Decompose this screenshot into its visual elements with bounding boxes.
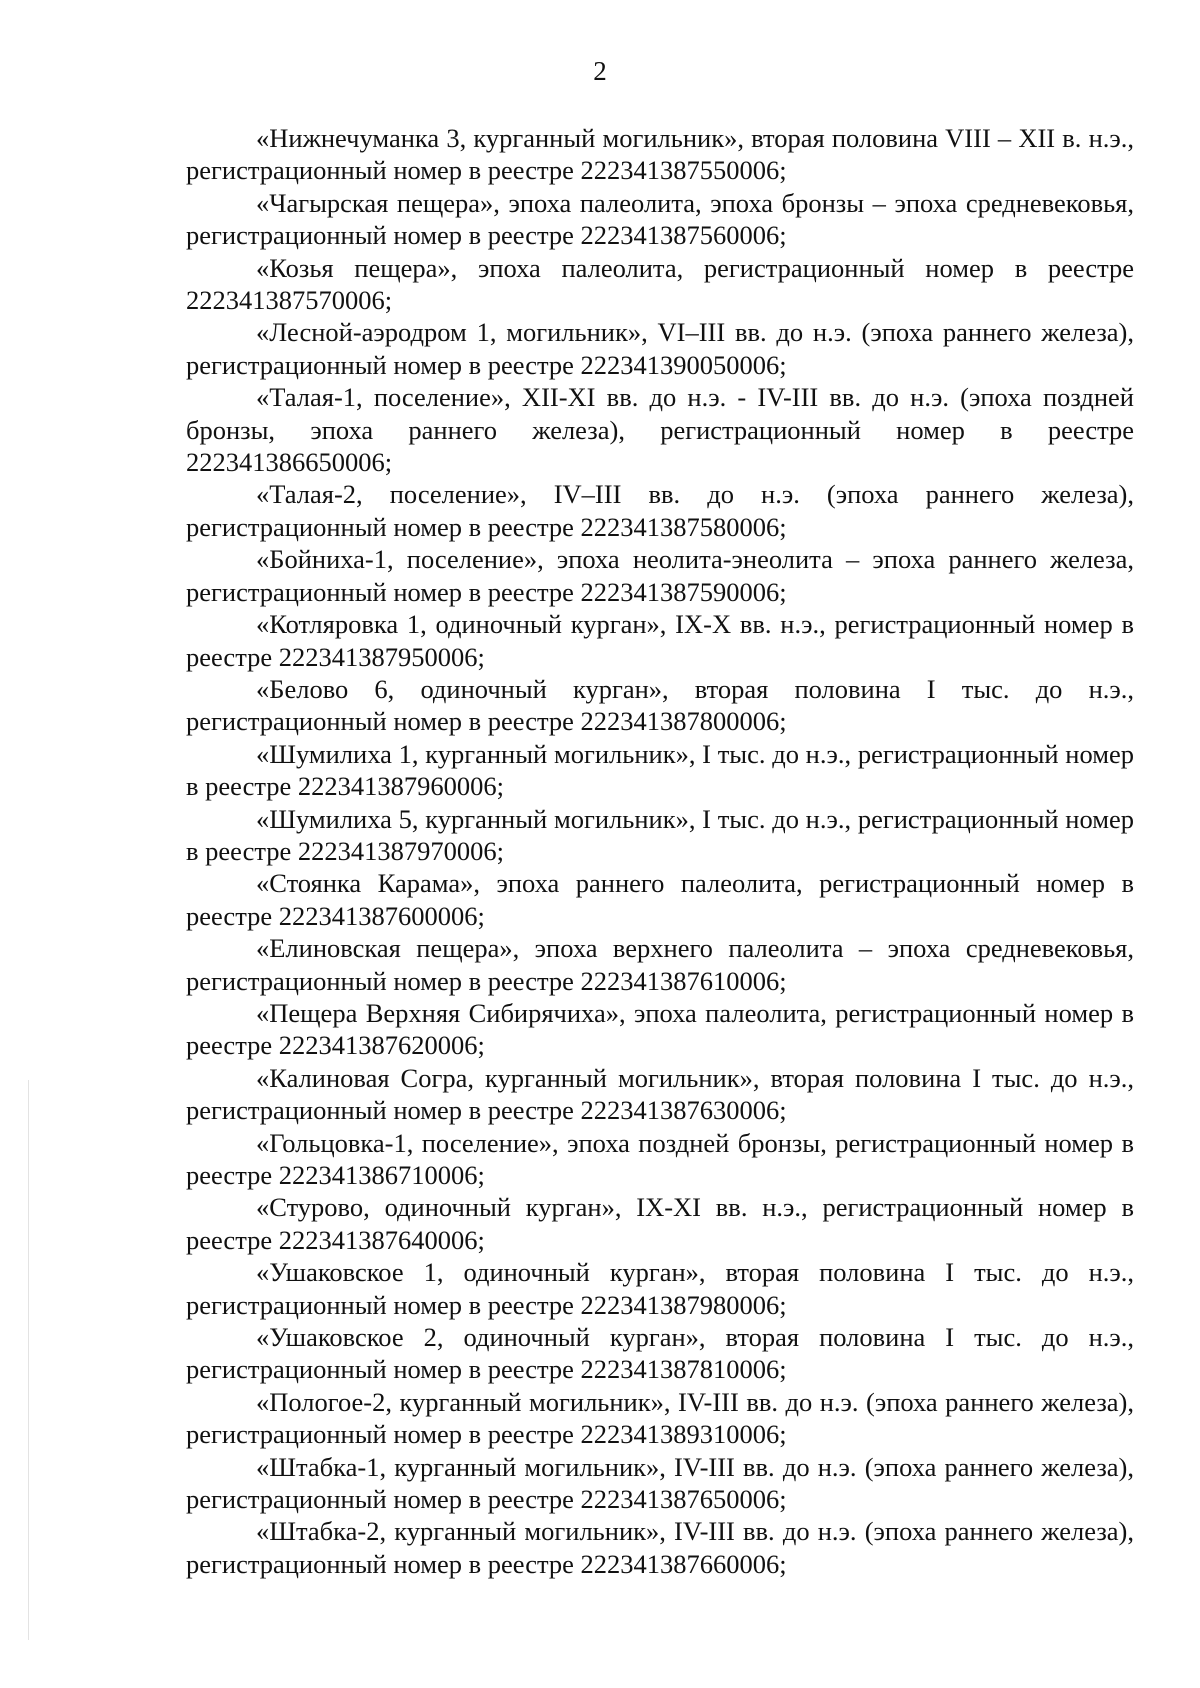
list-item: «Штабка-2, курганный могильник», IV-III вв. до н.э. (эпоха раннего железа), регистрационный номер в реестре 222341387660006; xyxy=(186,1516,1134,1579)
list-item: «Ушаковское 1, одиночный курган», вторая половина I тыс. до н.э., регистрационный номер в реестре 222341387980006; xyxy=(186,1257,1134,1320)
list-item: «Штабка-1, курганный могильник», IV-III вв. до н.э. (эпоха раннего железа), регистрационный номер в реестре 222341387650006; xyxy=(186,1451,1134,1515)
list-item: «Стоянка Карама», эпоха раннего палеолита, регистрационный номер в реестре 222341387600006; xyxy=(186,868,1134,931)
document-body xyxy=(186,122,1134,1580)
list-item: «Бойниха-1, поселение», эпоха неолита-энеолита – эпоха раннего железа, регистрационный номер в реестре 222341387590006; xyxy=(186,544,1134,607)
scan-margin-line xyxy=(28,1080,29,1640)
list-item: «Чагырская пещера», эпоха палеолита, эпоха бронзы – эпоха средневековья, регистрационный номер в реестре 222341387560006; xyxy=(186,187,1134,251)
list-item: «Талая-1, поселение», XII-XI вв. до н.э. - IV-III вв. до н.э. (эпоха поздней бронзы, эпоха раннего железа), регистрационный номер в реестре 222341386650006; xyxy=(186,382,1134,478)
page-number: 2 xyxy=(593,56,607,86)
list-item: «Калиновая Согра, курганный могильник», вторая половина I тыс. до н.э., регистрационный номер в реестре 222341387630006; xyxy=(186,1062,1134,1126)
list-item: «Стурово, одиночный курган», IX-XI вв. н.э., регистрационный номер в реестре 222341387640006; xyxy=(186,1192,1134,1255)
list-item: «Талая-2, поселение», IV–III вв. до н.э. (эпоха раннего железа), регистрационный номер в реестре 222341387580006; xyxy=(186,479,1134,542)
list-item: «Шумилиха 1, курганный могильник», I тыс. до н.э., регистрационный номер в реестре 222341387960006; xyxy=(186,738,1134,802)
list-item: «Шумилиха 5, курганный могильник», I тыс. до н.э., регистрационный номер в реестре 222341387970006; xyxy=(186,803,1134,866)
list-item: «Гольцовка-1, поселение», эпоха поздней бронзы, регистрационный номер в реестре 222341386710006; xyxy=(186,1127,1134,1190)
list-item: «Пещера Верхняя Сибирячиха», эпоха палеолита, регистрационный номер в реестре 222341387620006; xyxy=(186,997,1134,1061)
list-item: «Нижнечуманка 3, курганный могильник», вторая половина VIII – XII в. н.э., регистрационный номер в реестре 222341387550006; xyxy=(186,123,1134,186)
list-item: «Ушаковское 2, одиночный курган», вторая половина I тыс. до н.э., регистрационный номер в реестре 222341387810006; xyxy=(186,1322,1134,1385)
list-item: «Лесной-аэродром 1, могильник», VI–III вв. до н.э. (эпоха раннего железа), регистрационный номер в реестре 222341390050006; xyxy=(186,317,1134,380)
list-item: «Козья пещера», эпоха палеолита, регистрационный номер в реестре 222341387570006; xyxy=(186,252,1134,316)
list-item: «Пологое-2, курганный могильник», IV-III вв. до н.э. (эпоха раннего железа), регистрационный номер в реестре 222341389310006; xyxy=(186,1386,1134,1450)
list-item: «Котляровка 1, одиночный курган», IX-X вв. н.э., регистрационный номер в реестре 222341387950006; xyxy=(186,609,1134,672)
list-item: «Белово 6, одиночный курган», вторая половина I тыс. до н.э., регистрационный номер в реестре 222341387800006; xyxy=(186,673,1134,737)
list-item: «Елиновская пещера», эпоха верхнего палеолита – эпоха средневековья, регистрационный номер в реестре 222341387610006; xyxy=(186,933,1134,996)
